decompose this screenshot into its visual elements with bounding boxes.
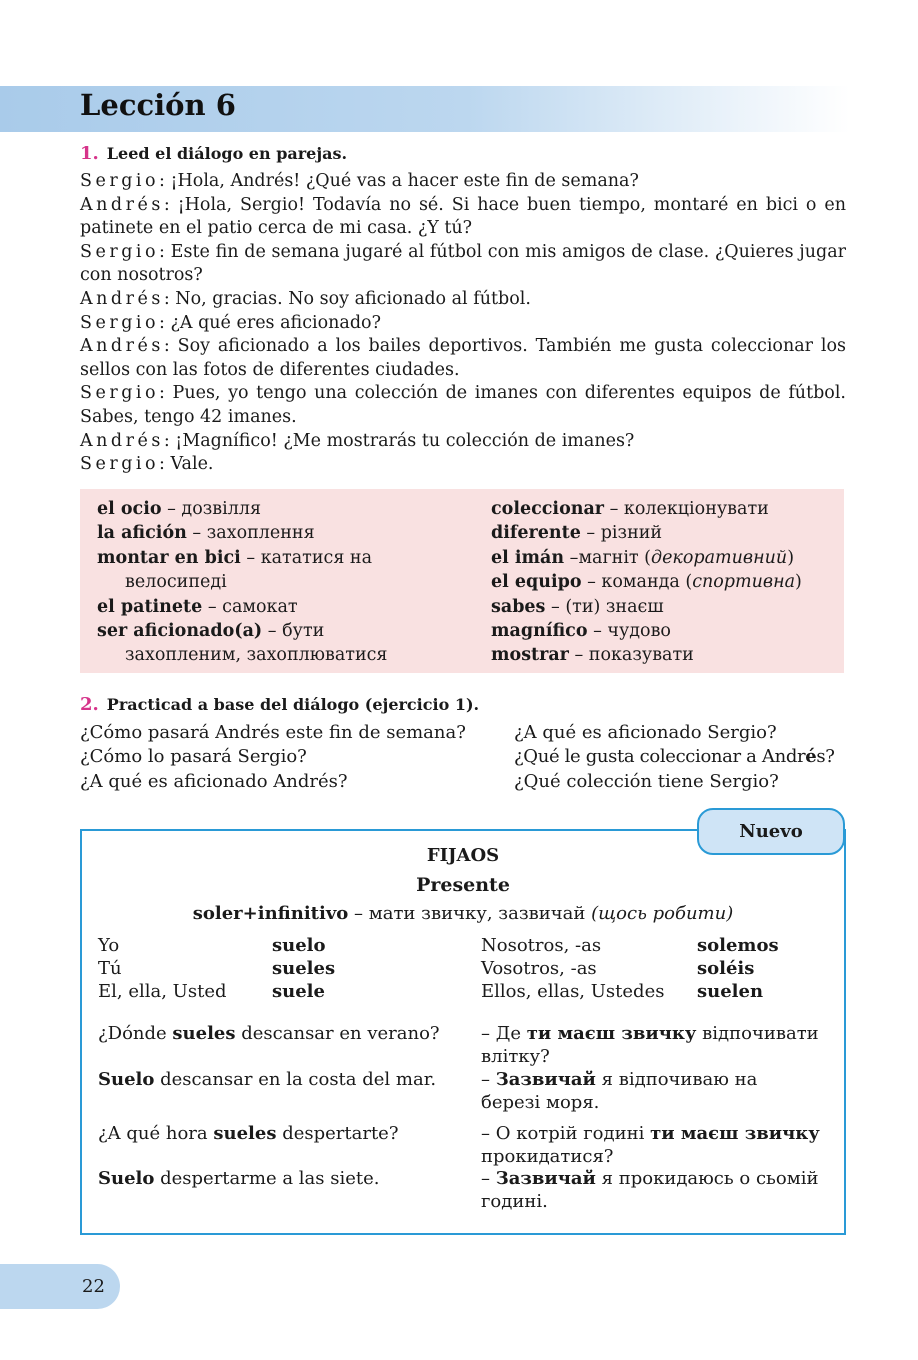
vocab-separator: – xyxy=(202,596,223,617)
exercise-1-number: 1. xyxy=(80,143,99,164)
exercise-2-instruction: Practicad a base del diálogo (ejercicio 1). xyxy=(106,695,480,714)
example-text-end: я прокидаюсь о сьомій xyxy=(595,1168,819,1189)
example-line xyxy=(481,1068,841,1091)
vocab-meaning: захоплення xyxy=(206,523,315,544)
example-line xyxy=(481,1167,841,1190)
example-emphasis: Зазвичай xyxy=(495,1069,596,1090)
dialog-text: : Soy aficionado a los bailes deportivos. También me gusta coleccionar los sellos con las fotos de diferentes ciudades. xyxy=(80,336,846,380)
vocab-term: el ocio xyxy=(97,499,162,519)
pronoun-plural: Nosotros, -as xyxy=(481,935,602,956)
vocab-meaning: колекціонувати xyxy=(623,499,769,519)
vocab-term: el equipo xyxy=(491,572,582,593)
dialog-line xyxy=(80,194,846,241)
dialog-text: : Pues, yo tengo una colección de imanes con diferentes equipos de fútbol. Sabes, tengo 42 imanes. xyxy=(80,383,846,427)
vocab-item xyxy=(97,497,387,521)
verb-form: suelo xyxy=(272,935,326,956)
exercise-2-number: 2. xyxy=(80,694,99,715)
example-spanish xyxy=(98,1122,399,1145)
vocabulary-right-column xyxy=(491,497,802,668)
speaker-name: Sergio xyxy=(80,171,160,191)
vocab-item xyxy=(491,497,802,521)
example-text-end: відпочивати xyxy=(696,1023,819,1044)
pronoun-plural: Ellos, ellas, Ustedes xyxy=(481,981,665,1002)
vocab-separator: – xyxy=(568,645,589,666)
vocab-separator: – xyxy=(604,499,624,519)
example-ukrainian xyxy=(481,1022,841,1069)
question-text-end: s? xyxy=(816,746,835,768)
dialog-text: : Este fin de semana jugaré al fútbol con mis amigos de clase. ¿Quieres jugar con nosotros? xyxy=(80,241,846,286)
grammar-subheading: Presente xyxy=(416,874,510,896)
question-emphasis: é xyxy=(805,746,817,768)
example-ukrainian xyxy=(481,1167,841,1214)
question: ¿A qué es aficionado Andrés? xyxy=(80,770,348,792)
example-emphasis: Suelo xyxy=(98,1168,155,1189)
nuevo-label: Nuevo xyxy=(739,821,803,842)
dialog-line xyxy=(80,288,846,312)
verb-form-plural: solemos xyxy=(697,935,779,956)
dialog-line xyxy=(80,312,846,336)
vocab-meaning: бути xyxy=(282,621,325,642)
verb-form-plural: soléis xyxy=(697,958,755,979)
vocab-term: el patinete xyxy=(97,596,203,617)
vocab-item xyxy=(491,619,802,643)
example-text-end: despertarme a las siete. xyxy=(154,1168,380,1189)
example-line-continuation: прокидатися? xyxy=(481,1146,614,1168)
vocab-item xyxy=(491,570,802,594)
vocab-term: mostrar xyxy=(491,645,569,666)
dialog xyxy=(80,170,846,477)
question: ¿Cómo lo pasará Sergio? xyxy=(80,746,307,768)
vocabulary-box xyxy=(80,489,844,673)
vocab-meaning: (ти) знаєш xyxy=(565,596,664,617)
example-line xyxy=(481,1122,841,1145)
vocab-item xyxy=(491,595,802,619)
rule-formula: soler+infinitivo xyxy=(192,903,349,924)
example-text: ¿A qué hora xyxy=(98,1123,214,1144)
vocab-term: ser aficionado(a) xyxy=(97,621,263,642)
example-emphasis: sueles xyxy=(213,1123,277,1144)
dialog-text: : ¡Magnífico! ¿Me mostrarás tu colección de imanes? xyxy=(163,430,635,451)
vocab-term: magnífico xyxy=(491,621,588,642)
speaker-name: Andrés xyxy=(80,288,164,309)
verb-form-plural: suelen xyxy=(697,981,764,1002)
vocab-term: coleccionar xyxy=(491,499,605,519)
vocab-separator: – xyxy=(545,596,566,617)
example-emphasis: ти маєш звичку xyxy=(650,1123,820,1144)
example-text-end: я відпочиваю на xyxy=(595,1069,758,1090)
vocab-item xyxy=(491,521,802,545)
speaker-name: Andrés xyxy=(80,336,164,357)
speaker-name: Sergio xyxy=(80,312,160,333)
pronoun-plural: Vosotros, -as xyxy=(481,958,597,979)
vocab-note-close: ) xyxy=(795,572,802,593)
vocab-term: la afición xyxy=(97,523,187,544)
grammar-rule xyxy=(80,903,846,924)
example-ukrainian xyxy=(481,1122,841,1169)
dialog-text: : ¡Hola, Sergio! Todavía no sé. Si hace buen tiempo, montaré en bici o en patinete en el patio cerca de mi casa. ¿Y tú? xyxy=(80,194,846,239)
vocab-meaning: магніт ( xyxy=(578,547,651,568)
vocab-meaning: дозвілля xyxy=(181,499,262,519)
dialog-line xyxy=(80,453,846,477)
vocab-separator: – xyxy=(564,547,579,568)
example-spanish xyxy=(98,1068,436,1091)
example-emphasis: sueles xyxy=(172,1023,236,1044)
vocab-term: montar en bici xyxy=(97,547,241,568)
example-text: – xyxy=(481,1069,496,1090)
vocab-meaning-continuation: велосипеді xyxy=(125,572,227,593)
vocab-note-close: ) xyxy=(787,547,795,568)
dialog-line xyxy=(80,241,846,288)
dialog-text: : ¡Hola, Andrés! ¿Qué vas a hacer este fin de semana? xyxy=(159,171,639,191)
speaker-name: Andrés xyxy=(80,430,164,451)
vocab-meaning: самокат xyxy=(222,596,298,617)
vocab-separator: – xyxy=(161,499,182,519)
question: ¿Cómo pasará Andrés este fin de semana? xyxy=(80,722,466,743)
example-emphasis: Suelo xyxy=(98,1069,155,1090)
vocab-meaning: команда ( xyxy=(601,572,693,593)
page-number: 22 xyxy=(82,1276,105,1297)
example-text-end: descansar en la costa del mar. xyxy=(154,1069,437,1090)
speaker-name: Sergio xyxy=(80,383,160,404)
example-text: – xyxy=(481,1168,496,1189)
verb-form: sueles xyxy=(272,958,336,979)
speaker-name: Andrés xyxy=(80,194,164,215)
vocab-meaning: показувати xyxy=(588,645,694,666)
dialog-line xyxy=(80,335,846,382)
exercise-1-instruction: Leed el diálogo en parejas. xyxy=(106,144,348,163)
vocab-item xyxy=(97,546,387,570)
vocab-note: декоративний xyxy=(650,547,788,568)
grammar-heading: FIJAOS xyxy=(426,845,500,866)
vocab-separator: – xyxy=(262,621,283,642)
dialog-line xyxy=(80,430,846,454)
vocab-item xyxy=(97,619,387,643)
vocab-item xyxy=(491,546,802,570)
questions-left xyxy=(80,721,466,794)
dialog-text: : Vale. xyxy=(159,454,214,475)
pronoun-singular: Tú xyxy=(98,958,122,979)
verb-form: suele xyxy=(272,981,325,1002)
vocab-separator: – xyxy=(240,547,261,568)
example-text-end: despertarte? xyxy=(276,1123,399,1144)
example-line-continuation: березі моря. xyxy=(481,1092,600,1114)
question-text: ¿Qué le gusta coleccionar a Andr xyxy=(514,746,806,768)
vocab-separator: – xyxy=(581,572,602,593)
vocab-item xyxy=(97,521,387,545)
vocab-meaning: різний xyxy=(600,523,663,544)
example-spanish xyxy=(98,1167,379,1190)
vocab-meaning: чудово xyxy=(607,621,671,642)
dialog-text: : No, gracias. No soy aficionado al fútbol. xyxy=(163,288,531,309)
example-text-end: descansar en verano? xyxy=(235,1023,440,1044)
questions-right xyxy=(514,721,835,794)
dialog-text: : ¿A qué eres aficionado? xyxy=(159,312,381,333)
question-text: ¿A qué es aficionado Sergio? xyxy=(514,722,777,743)
vocab-separator: – xyxy=(186,523,207,544)
exercise-1-title xyxy=(80,143,347,164)
vocab-meaning: кататися на xyxy=(260,547,373,568)
question xyxy=(514,770,835,794)
rule-note: (щось робити) xyxy=(591,903,734,924)
example-line-continuation: годині. xyxy=(481,1191,548,1213)
vocab-meaning-continuation: захопленим, захоплюватися xyxy=(125,645,388,666)
vocabulary-left-column xyxy=(97,497,387,668)
example-emphasis: ти маєш звичку xyxy=(526,1023,697,1044)
vocab-item xyxy=(491,643,802,667)
example-line xyxy=(481,1022,841,1045)
dialog-line xyxy=(80,382,846,429)
pronoun-singular: Yo xyxy=(98,935,120,956)
example-text: – О котрій годині xyxy=(481,1123,651,1144)
vocab-separator: – xyxy=(587,621,608,642)
example-ukrainian xyxy=(481,1068,841,1115)
question xyxy=(514,745,835,769)
vocab-separator: – xyxy=(580,523,601,544)
rule-translation: – мати звичку, зазвичай xyxy=(348,903,592,924)
lesson-title: Lección 6 xyxy=(80,88,236,122)
pronoun-singular: El, ella, Usted xyxy=(98,981,227,1002)
exercise-2-title xyxy=(80,694,479,715)
vocab-term: sabes xyxy=(491,596,546,617)
vocab-term: diferente xyxy=(491,523,581,544)
question-text: ¿Qué colección tiene Sergio? xyxy=(514,770,779,792)
question xyxy=(514,721,835,745)
vocab-term: el imán xyxy=(491,547,565,568)
example-line-continuation: влітку? xyxy=(481,1046,550,1068)
example-emphasis: Зазвичай xyxy=(495,1168,596,1189)
vocab-item xyxy=(97,595,387,619)
example-spanish xyxy=(98,1022,440,1045)
speaker-name: Sergio xyxy=(80,454,160,475)
dialog-line xyxy=(80,170,846,194)
speaker-name: Sergio xyxy=(80,241,160,262)
example-text: – Де xyxy=(481,1023,527,1044)
example-text: ¿Dónde xyxy=(98,1023,173,1044)
vocab-note: спортивна xyxy=(692,572,796,593)
